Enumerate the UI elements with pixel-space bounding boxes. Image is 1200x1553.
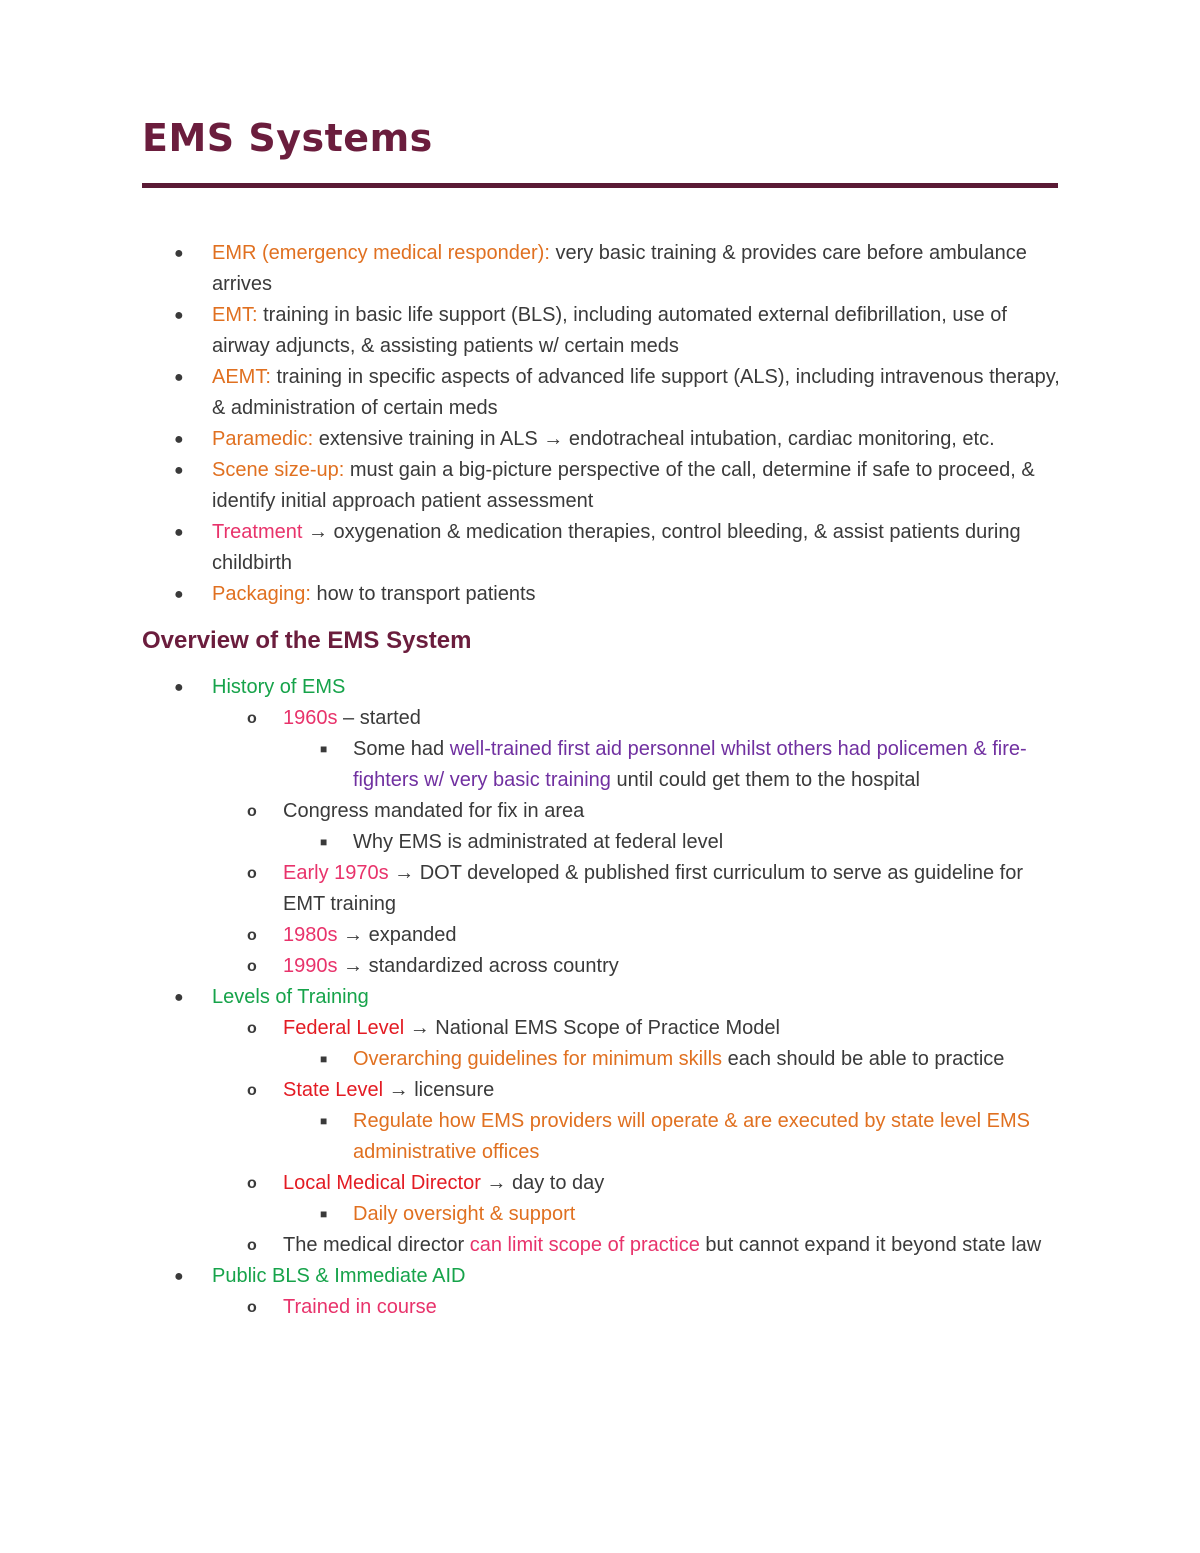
term-label: Federal Level — [283, 1017, 405, 1039]
list-item-scope-limit — [247, 1230, 1062, 1261]
term-label: AEMT: — [212, 366, 271, 388]
list-item-early-1970s — [247, 858, 1062, 920]
bullet-icon: o — [247, 1299, 257, 1316]
bullet-icon: o — [247, 1082, 257, 1099]
page-title: EMS Systems — [142, 116, 433, 160]
bullet-icon: ● — [174, 462, 184, 479]
item-text: Congress mandated for fix in area — [283, 800, 585, 822]
term-label: EMR (emergency medical responder): — [212, 242, 550, 264]
bullet-icon: ● — [174, 524, 184, 541]
item-text: must gain a big-picture perspective of the call, determine if safe to proceed, & identify initial approach patient assessment — [212, 459, 1035, 512]
list-item-local-detail — [320, 1199, 1062, 1230]
list-item-1980s — [247, 920, 1062, 951]
term-label: 1960s — [283, 707, 338, 729]
item-text: → standardized across country — [337, 955, 619, 977]
item-text: how to transport patients — [310, 583, 536, 605]
term-label: 1980s — [283, 924, 338, 946]
bullet-icon: ● — [174, 989, 184, 1006]
bullet-icon: o — [247, 1237, 257, 1254]
highlight-text: well-trained first aid personnel whilst others had policemen & fire-fighters w/ very basic training — [353, 738, 1027, 791]
list-item-paramedic — [174, 424, 1062, 455]
list-item-trained-in-course — [247, 1292, 1062, 1323]
bullet-icon: ● — [174, 679, 184, 696]
list-item-local-medical-director — [247, 1168, 1062, 1199]
bullet-icon: ■ — [320, 1207, 328, 1221]
term-label: Treatment — [212, 521, 303, 543]
list-item-public-bls — [174, 1261, 1062, 1292]
bullet-icon: ■ — [320, 742, 328, 756]
bullet-icon: ■ — [320, 1052, 328, 1066]
subsection-label: History of EMS — [212, 676, 346, 698]
list-item-1990s — [247, 951, 1062, 982]
intro-list — [0, 238, 1200, 610]
item-text: → licensure — [383, 1079, 495, 1101]
highlight-text: Daily oversight & support — [353, 1203, 576, 1225]
highlight-text: Regulate how EMS providers will operate & are executed by state level EMS administrative offices — [353, 1110, 1031, 1163]
list-item-congress-detail — [320, 827, 1062, 858]
bullet-icon: o — [247, 865, 257, 882]
item-text: extensive training in ALS → endotracheal intubation, cardiac monitoring, etc. — [313, 428, 995, 450]
bullet-icon: ■ — [320, 835, 328, 849]
term-label: State Level — [283, 1079, 384, 1101]
bullet-icon: ● — [174, 307, 184, 324]
item-text: → National EMS Scope of Practice Model — [404, 1017, 780, 1039]
section-heading: Overview of the EMS System — [142, 627, 472, 654]
bullet-icon: ● — [174, 1268, 184, 1285]
item-text: until could get them to the hospital — [610, 769, 920, 791]
bullet-icon: o — [247, 927, 257, 944]
item-text: → oxygenation & medication therapies, control bleeding, & assist patients during childbirth — [212, 521, 1021, 574]
list-item-federal-level — [247, 1013, 1062, 1044]
subsection-label: Levels of Training — [212, 986, 369, 1008]
list-item-congress — [247, 796, 1062, 827]
highlight-text: Overarching guidelines for minimum skills — [353, 1048, 723, 1070]
term-label: Scene size-up: — [212, 459, 345, 481]
bullet-icon: o — [247, 1175, 257, 1192]
item-text: each should be able to practice — [722, 1048, 1005, 1070]
list-item-state-detail — [320, 1106, 1062, 1168]
bullet-icon: o — [247, 710, 257, 727]
list-item-history — [174, 672, 1062, 703]
highlight-text: Trained in course — [283, 1296, 437, 1318]
subsection-label: Public BLS & Immediate AID — [212, 1265, 466, 1287]
list-item-federal-detail — [320, 1044, 1062, 1075]
highlight-text: can limit scope of practice — [469, 1234, 700, 1256]
bullet-icon: ● — [174, 431, 184, 448]
bullet-icon: ● — [174, 586, 184, 603]
term-label: Packaging: — [212, 583, 311, 605]
item-text: The medical director — [283, 1234, 470, 1256]
term-label: 1990s — [283, 955, 338, 977]
item-text: training in basic life support (BLS), including automated external defibrillation, use of airway adjuncts, & assisting patients w/ certain meds — [212, 304, 1007, 357]
term-label: Local Medical Director — [283, 1172, 481, 1194]
title-divider — [142, 183, 1058, 188]
bullet-icon: ● — [174, 369, 184, 386]
list-item-treatment — [174, 517, 1062, 579]
item-text: – started — [337, 707, 421, 729]
bullet-icon: o — [247, 958, 257, 975]
list-item-aemt — [174, 362, 1062, 424]
list-item-state-level — [247, 1075, 1062, 1106]
item-text: Some had — [353, 738, 450, 760]
term-label: Early 1970s — [283, 862, 389, 884]
list-item-1960s-detail — [320, 734, 1062, 796]
term-label: Paramedic: — [212, 428, 314, 450]
item-text: but cannot expand it beyond state law — [699, 1234, 1042, 1256]
item-text: → DOT developed & published first curriculum to serve as guideline for EMT training — [283, 862, 1023, 915]
item-text: training in specific aspects of advanced life support (ALS), including intravenous therapy, & administration of certain meds — [212, 366, 1060, 419]
item-text: → day to day — [480, 1172, 605, 1194]
list-item-emr — [174, 238, 1062, 300]
bullet-icon: o — [247, 803, 257, 820]
term-label: EMT: — [212, 304, 258, 326]
item-text: Why EMS is administrated at federal level — [353, 831, 724, 853]
list-item-scene-size-up — [174, 455, 1062, 517]
overview-list — [0, 672, 1200, 1323]
item-text: very basic training & provides care before ambulance arrives — [212, 242, 1027, 295]
bullet-icon: ■ — [320, 1114, 328, 1128]
list-item-packaging — [174, 579, 1062, 610]
list-item-levels — [174, 982, 1062, 1013]
bullet-icon: ● — [174, 245, 184, 262]
list-item-1960s — [247, 703, 1062, 734]
bullet-icon: o — [247, 1020, 257, 1037]
item-text: → expanded — [337, 924, 457, 946]
list-item-emt — [174, 300, 1062, 362]
